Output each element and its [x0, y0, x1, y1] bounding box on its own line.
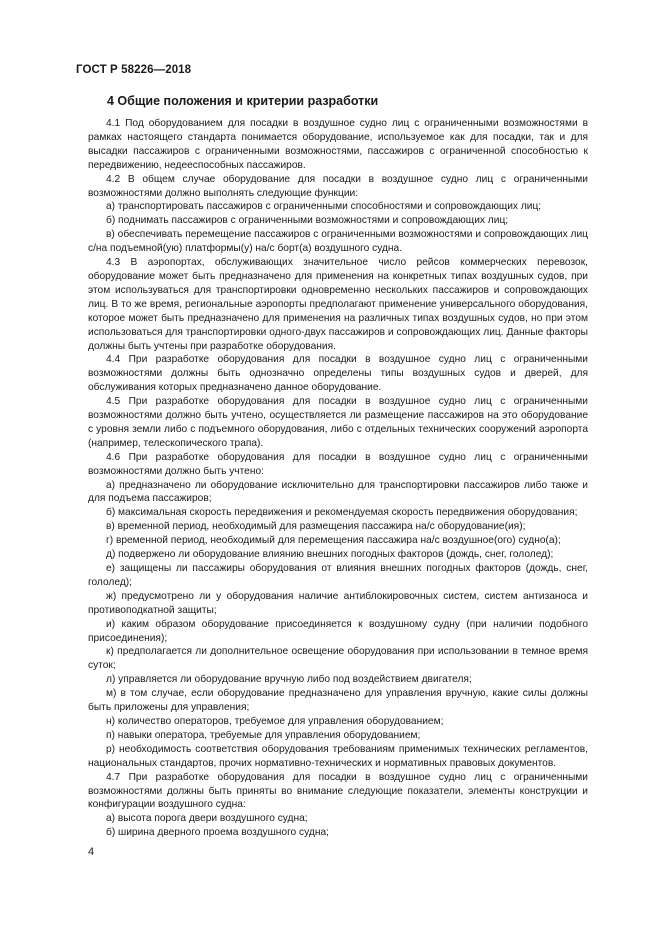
list-item: г) временной период, необходимый для перемещения пассажира на/с воздушное(ого) судно(а);	[106, 535, 561, 547]
list-item: б) поднимать пассажиров с ограниченными возможностями и сопровождающих лиц;	[106, 215, 509, 227]
paragraph-4-5: 4.5 При разработке оборудования для посадки в воздушное судно лиц с ограниченными возможностями должно быть учтено, осуществляется ли размещение пассажиров на это оборудование с уровня земли либо с подъемного оборудования, либо с отдельных технических сооружений аэропорта (например, телескопического трапа).	[88, 396, 588, 449]
list-item: д) подвержено ли оборудование влиянию внешних погодных факторов (дождь, снег, гололед);	[106, 549, 554, 561]
paragraph-4-4: 4.4 При разработке оборудования для посадки в воздушное судно лиц с ограниченными возможностями должны быть однозначно определены типы воздушных судов и дверей, для обслуживания которых предназначено данное оборудование.	[88, 354, 588, 394]
paragraph-4-2: 4.2 В общем случае оборудование для посадки в воздушное судно лиц с ограниченными возможностями должно выполнять следующие функции:	[88, 173, 588, 199]
list-item: и) каким образом оборудование присоединяется к воздушному судну (при наличии подобного присоединения);	[88, 618, 588, 644]
paragraph-4-6: 4.6 При разработке оборудования для посадки в воздушное судно лиц с ограниченными возможностями должно быть учтено:	[88, 451, 588, 477]
paragraph-4-7: 4.7 При разработке оборудования для посадки в воздушное судно лиц с ограниченными возможностями должны быть приняты во внимание следующие показатели, элементы конструкции и конфигурации воздушного судна:	[88, 771, 588, 811]
document-header: ГОСТ Р 58226—2018	[76, 64, 192, 76]
paragraph-4-1: 4.1 Под оборудованием для посадки в воздушное судно лиц с ограниченными возможностями в рамках настоящего стандарта понимается оборудование, используемое как для посадки, так и для высадки пассажиров с ограниченными возможностями, пассажиров с ограниченной способностью к передвижению, недееспособных пассажиров.	[88, 118, 588, 171]
section-title: 4 Общие положения и критерии разработки	[107, 94, 379, 108]
list-item: к) предполагается ли дополнительное освещение оборудования при использовании в темное время суток;	[88, 646, 588, 672]
list-item: е) защищены ли пассажиры оборудования от влияния внешних погодных факторов (дождь, снег, гололед);	[88, 563, 588, 588]
list-item: б) максимальная скорость передвижения и рекомендуемая скорость передвижения оборудования;	[106, 507, 578, 519]
document-body	[88, 117, 588, 840]
list-item: в) обеспечивать перемещение пассажиров с ограниченными возможностями и сопровождающих лиц с/на подъемной(ую) платформы(у) на/с борт(а) воздушного судна.	[88, 229, 588, 255]
list-item: а) предназначено ли оборудование исключительно для транспортировки пассажиров либо также и для подъема пассажиров;	[88, 479, 588, 505]
list-item: а) транспортировать пассажиров с ограниченными способностями и сопровождающих лиц;	[106, 201, 542, 213]
list-item: р) необходимость соответствия оборудования требованиям применимых технических регламентов, национальных стандартов, прочих нормативно-технических и нормативных правовых документов.	[88, 743, 588, 769]
list-item: а) высота порога двери воздушного судна;	[106, 813, 308, 825]
list-item: п) навыки оператора, требуемые для управления оборудованием;	[106, 729, 421, 741]
list-item: ж) предусмотрено ли у оборудования наличие антиблокировочных систем, систем антизаноса и противоподкатной защиты;	[88, 590, 588, 616]
list-item: б) ширина дверного проема воздушного судна;	[106, 827, 329, 839]
list-item: н) количество операторов, требуемое для управления оборудованием;	[106, 715, 444, 727]
paragraph-4-3: 4.3 В аэропортах, обслуживающих значительное число рейсов коммерческих перевозок, оборудование может быть предназначено для применения на конкретных типах воздушных судов, при этом используваться для транспортировки одновременно нескольких пассажиров и сопровождающих лиц. В то же время, региональные аэропорты предполагают применение универсального оборудования, которое может быть предназначено для применения на различных типах воздушных судов, но при этом использоваться для транспортировки одного-двух пассажиров и сопровождающих лиц. Данные факторы должны быть учтены при разработке оборудования.	[88, 257, 588, 352]
list-item: в) временной период, необходимый для размещения пассажира на/с оборудование(ия);	[106, 521, 526, 533]
list-item: л) управляется ли оборудование вручную либо под воздействием двигателя;	[106, 674, 472, 686]
page-number: 4	[88, 846, 95, 858]
list-item: м) в том случае, если оборудование предназначено для управления вручную, какие силы должны быть приложены для управления;	[88, 688, 588, 714]
